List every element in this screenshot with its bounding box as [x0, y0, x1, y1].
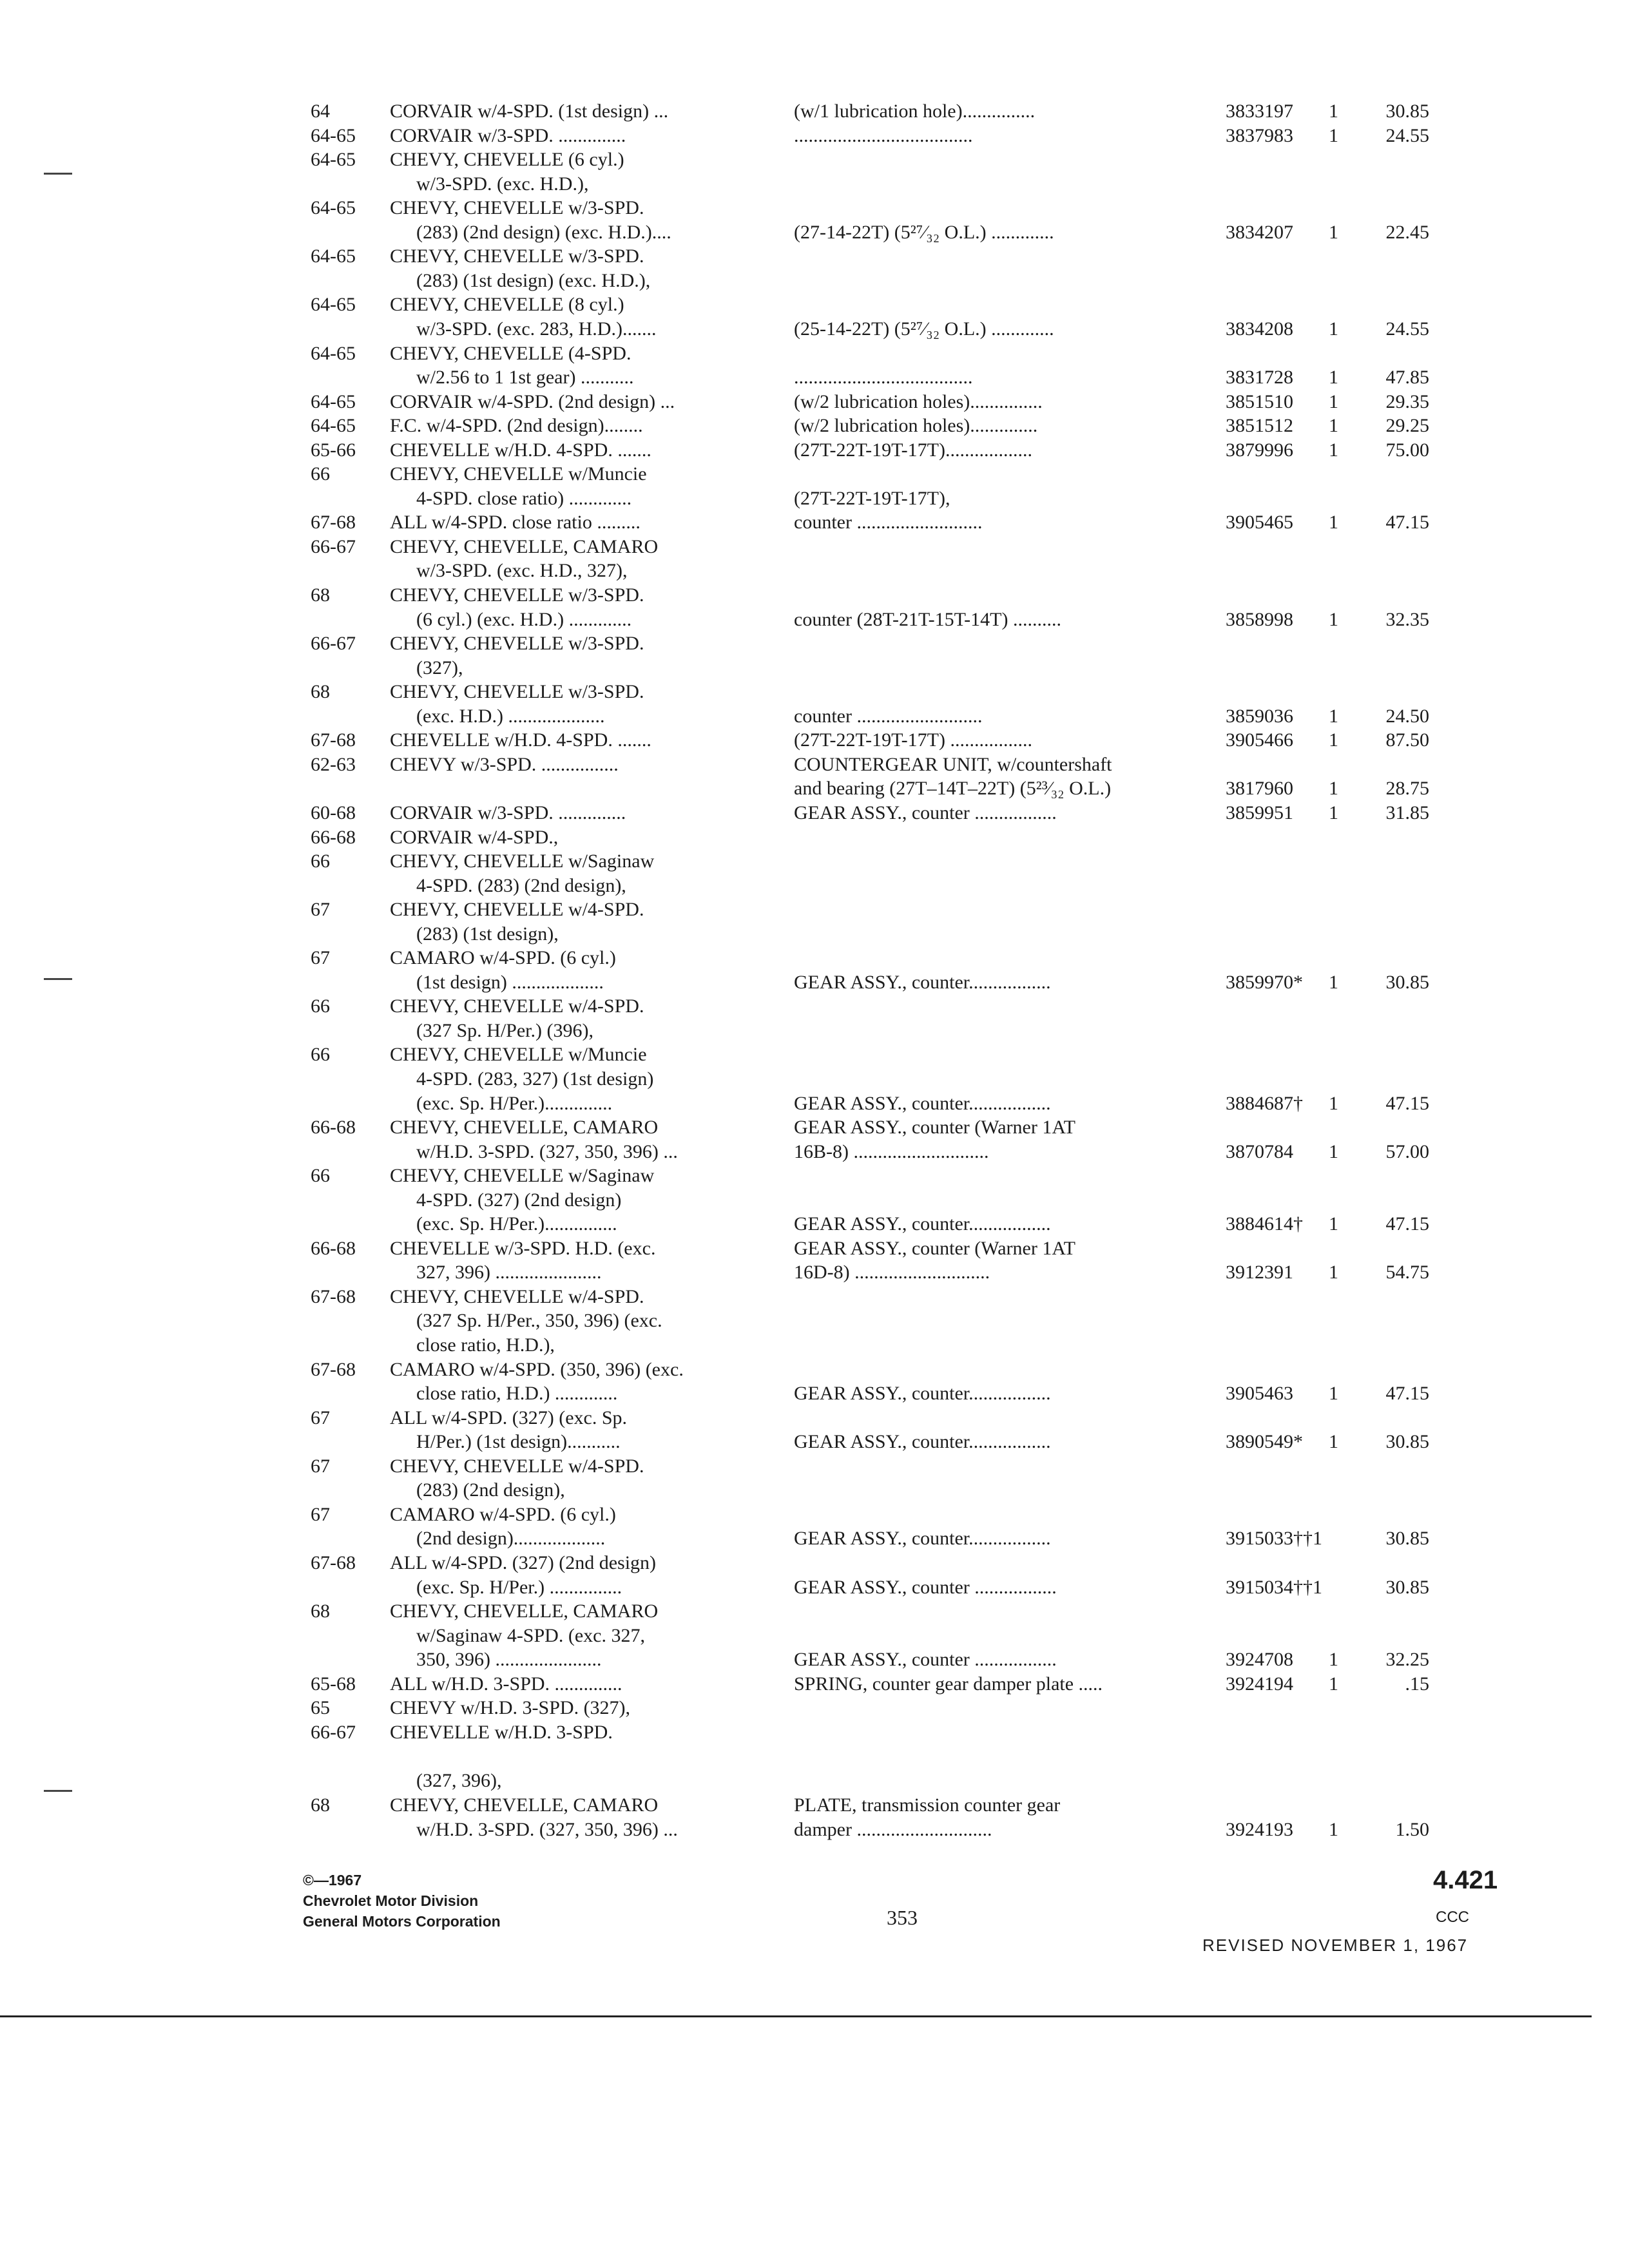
row-application: w/3-SPD. (exc. H.D., 327), — [416, 560, 628, 581]
catalog-line — [0, 704, 1629, 729]
row-part-number: 3905465 — [1226, 512, 1293, 533]
row-part-name: ..................................... — [794, 125, 973, 146]
row-part-number: 3817960 — [1226, 778, 1293, 799]
catalog-line — [0, 1793, 1629, 1818]
row-part-number: 3884687† — [1226, 1093, 1303, 1114]
row-application: CAMARO w/4-SPD. (6 cyl.) — [390, 1504, 616, 1525]
catalog-line — [0, 1769, 1629, 1793]
row-part-number: 3915033††1 — [1226, 1528, 1322, 1549]
row-price: 1.50 — [1395, 1819, 1429, 1840]
row-price: 54.75 — [1385, 1262, 1429, 1283]
catalog-line — [0, 1575, 1629, 1600]
row-year: 68 — [311, 1794, 330, 1816]
margin-mark — [44, 1790, 72, 1792]
catalog-line — [0, 1067, 1629, 1091]
catalog-line — [0, 1624, 1629, 1648]
row-quantity: 1 — [1329, 367, 1338, 388]
catalog-line — [0, 99, 1629, 124]
row-year: 64-65 — [311, 343, 356, 364]
row-year: 66 — [311, 1165, 330, 1186]
row-part-name: counter .......................... — [794, 512, 983, 533]
division-name: Chevrolet Motor Division — [303, 1892, 479, 1909]
row-price: 30.85 — [1385, 1528, 1429, 1549]
row-year: 66-68 — [311, 1117, 356, 1138]
row-application: (283) (2nd design) (exc. H.D.).... — [416, 222, 671, 243]
margin-mark — [44, 978, 72, 980]
row-application: CHEVY, CHEVELLE w/4-SPD. — [390, 1456, 644, 1477]
corporation-name: General Motors Corporation — [303, 1913, 501, 1930]
catalog-line — [0, 1212, 1629, 1236]
row-application: CHEVY, CHEVELLE w/3-SPD. — [390, 245, 644, 267]
row-price: 30.85 — [1385, 1431, 1429, 1452]
row-application: w/Saginaw 4-SPD. (exc. 327, — [416, 1625, 645, 1646]
catalog-line — [0, 1019, 1629, 1043]
row-year: 67-68 — [311, 1286, 356, 1307]
row-application: CAMARO w/4-SPD. (6 cyl.) — [390, 947, 616, 968]
row-application: CHEVY, CHEVELLE, CAMARO — [390, 536, 659, 557]
row-year: 67 — [311, 1504, 330, 1525]
catalog-line — [0, 656, 1629, 680]
row-year: 64-65 — [311, 125, 356, 146]
catalog-line — [0, 1188, 1629, 1213]
row-part-number: 3879996 — [1226, 439, 1293, 461]
row-application: (327, 396), — [416, 1770, 502, 1791]
row-year: 67 — [311, 899, 330, 920]
row-part-name: and bearing (27T–14T–22T) (5²³⁄₃₂ O.L.) — [794, 778, 1112, 799]
row-part-name: GEAR ASSY., counter................. — [794, 972, 1051, 993]
catalog-line — [0, 1381, 1629, 1406]
catalog-line — [0, 293, 1629, 317]
row-application: (exc. Sp. H/Per.).............. — [416, 1093, 613, 1114]
row-application: CORVAIR w/4-SPD. (1st design) ... — [390, 101, 669, 122]
row-application: w/H.D. 3-SPD. (327, 350, 396) ... — [416, 1141, 678, 1162]
row-part-name: (w/2 lubrication holes)............... — [794, 391, 1043, 412]
row-application: (exc. Sp. H/Per.)............... — [416, 1213, 617, 1235]
row-quantity: 1 — [1329, 439, 1338, 461]
row-part-name: counter (28T-21T-15T-14T) .......... — [794, 609, 1061, 630]
row-year: 64-65 — [311, 294, 356, 315]
catalog-line — [0, 148, 1629, 172]
row-part-name: GEAR ASSY., counter................. — [794, 1093, 1051, 1114]
row-part-name: GEAR ASSY., counter ................. — [794, 1577, 1057, 1598]
row-quantity: 1 — [1329, 609, 1338, 630]
row-quantity: 1 — [1329, 391, 1338, 412]
row-year: 66 — [311, 1044, 330, 1065]
row-application: CORVAIR w/4-SPD. (2nd design) ... — [390, 391, 675, 412]
catalog-line — [0, 1333, 1629, 1358]
row-part-number: 3870784 — [1226, 1141, 1293, 1162]
row-price: 30.85 — [1385, 101, 1429, 122]
row-part-name: damper ............................ — [794, 1819, 992, 1840]
row-part-name: 16B-8) ............................ — [794, 1141, 989, 1162]
catalog-line — [0, 1551, 1629, 1575]
row-year: 64-65 — [311, 197, 356, 218]
row-year: 67-68 — [311, 512, 356, 533]
row-price: .15 — [1405, 1673, 1429, 1695]
row-year: 66-67 — [311, 1722, 356, 1743]
catalog-line — [0, 849, 1629, 874]
row-application: 350, 396) ...................... — [416, 1649, 602, 1670]
catalog-line — [0, 414, 1629, 438]
catalog-line — [0, 559, 1629, 583]
row-year: 64 — [311, 101, 330, 122]
row-application: CORVAIR w/4-SPD., — [390, 827, 559, 848]
row-application: CHEVY, CHEVELLE w/Saginaw — [390, 1165, 655, 1186]
row-application: (283) (1st design) (exc. H.D.), — [416, 270, 651, 291]
page-number: 353 — [887, 1906, 918, 1929]
row-quantity: 1 — [1329, 1649, 1338, 1670]
row-quantity: 1 — [1329, 512, 1338, 533]
row-application: (exc. H.D.) .................... — [416, 706, 605, 727]
row-part-number: 3837983 — [1226, 125, 1293, 146]
row-application: CHEVY w/3-SPD. ................ — [390, 754, 619, 775]
row-year: 64-65 — [311, 415, 356, 436]
row-year: 67 — [311, 1407, 330, 1428]
row-part-number: 3905463 — [1226, 1383, 1293, 1404]
catalog-line — [0, 124, 1629, 148]
row-application: CHEVY, CHEVELLE w/3-SPD. — [390, 633, 644, 654]
catalog-line — [0, 1358, 1629, 1382]
catalog-line — [0, 1672, 1629, 1696]
row-application: 4-SPD. (283) (2nd design), — [416, 875, 626, 896]
row-year: 66 — [311, 850, 330, 872]
row-year: 67-68 — [311, 1552, 356, 1573]
row-year: 67-68 — [311, 1359, 356, 1380]
catalog-line — [0, 898, 1629, 922]
row-part-number: 3851510 — [1226, 391, 1293, 412]
row-application: CHEVY, CHEVELLE w/4-SPD. — [390, 899, 644, 920]
row-price: 47.15 — [1385, 1383, 1429, 1404]
row-application: close ratio, H.D.), — [416, 1334, 555, 1356]
row-price: 30.85 — [1385, 1577, 1429, 1598]
catalog-line — [0, 1696, 1629, 1720]
row-application: CORVAIR w/3-SPD. .............. — [390, 802, 626, 823]
row-price: 22.45 — [1385, 222, 1429, 243]
row-application: close ratio, H.D.) ............. — [416, 1383, 618, 1404]
row-part-name: (27-14-22T) (5²⁷⁄₃₂ O.L.) ............. — [794, 222, 1054, 243]
row-part-number: 3924194 — [1226, 1673, 1293, 1695]
row-part-name: (25-14-22T) (5²⁷⁄₃₂ O.L.) ............. — [794, 318, 1054, 340]
row-year: 68 — [311, 584, 330, 606]
row-price: 32.25 — [1385, 1649, 1429, 1670]
catalog-line — [0, 1478, 1629, 1503]
row-application: CHEVY, CHEVELLE (4-SPD. — [390, 343, 631, 364]
catalog-line — [0, 680, 1629, 704]
row-part-name: 16D-8) ............................ — [794, 1262, 990, 1283]
row-part-number: 3859036 — [1226, 706, 1293, 727]
catalog-line — [0, 341, 1629, 366]
row-part-number: 3915034††1 — [1226, 1577, 1322, 1598]
row-year: 64-65 — [311, 245, 356, 267]
catalog-line — [0, 1236, 1629, 1261]
row-price: 24.55 — [1385, 125, 1429, 146]
row-part-name: GEAR ASSY., counter................. — [794, 1383, 1051, 1404]
row-application: (exc. Sp. H/Per.) ............... — [416, 1577, 622, 1598]
catalog-line — [0, 608, 1629, 632]
row-price: 47.85 — [1385, 367, 1429, 388]
row-part-name: GEAR ASSY., counter (Warner 1AT — [794, 1117, 1075, 1138]
row-part-number: 3884614† — [1226, 1213, 1303, 1235]
row-part-number: 3890549* — [1226, 1431, 1303, 1452]
catalog-line — [0, 994, 1629, 1019]
row-application: H/Per.) (1st design)........... — [416, 1431, 621, 1452]
row-quantity: 1 — [1329, 1093, 1338, 1114]
row-year: 66 — [311, 995, 330, 1017]
row-application: (327 Sp. H/Per.) (396), — [416, 1020, 593, 1041]
row-application: (327 Sp. H/Per., 350, 396) (exc. — [416, 1310, 662, 1331]
row-application: CHEVY, CHEVELLE w/3-SPD. — [390, 584, 644, 606]
row-quantity: 1 — [1329, 802, 1338, 823]
catalog-line — [0, 1648, 1629, 1672]
row-quantity: 1 — [1329, 1262, 1338, 1283]
catalog-line — [0, 1599, 1629, 1624]
row-year: 68 — [311, 1600, 330, 1622]
row-year: 60-68 — [311, 802, 356, 823]
catalog-line — [0, 438, 1629, 463]
row-application: w/2.56 to 1 1st gear) ........... — [416, 367, 634, 388]
row-application: CHEVELLE w/H.D. 4-SPD. ....... — [390, 729, 651, 751]
row-application: CHEVY, CHEVELLE, CAMARO — [390, 1117, 659, 1138]
catalog-line — [0, 946, 1629, 970]
catalog-line — [0, 1503, 1629, 1527]
row-part-name: GEAR ASSY., counter................. — [794, 1528, 1051, 1549]
catalog-line — [0, 1454, 1629, 1479]
row-application: CHEVY w/H.D. 3-SPD. (327), — [390, 1697, 631, 1718]
row-application: CHEVY, CHEVELLE w/Saginaw — [390, 850, 655, 872]
row-year: 65-68 — [311, 1673, 356, 1695]
row-price: 47.15 — [1385, 512, 1429, 533]
catalog-line — [0, 510, 1629, 535]
row-year: 64-65 — [311, 149, 356, 170]
row-application: CAMARO w/4-SPD. (350, 396) (exc. — [390, 1359, 684, 1380]
row-application: CHEVY, CHEVELLE w/3-SPD. — [390, 197, 644, 218]
row-application: CORVAIR w/3-SPD. .............. — [390, 125, 626, 146]
catalog-line — [0, 1164, 1629, 1188]
row-price: 31.85 — [1385, 802, 1429, 823]
revision-date: REVISED NOVEMBER 1, 1967 — [1202, 1936, 1469, 1955]
row-price: 30.85 — [1385, 972, 1429, 993]
section-code: CCC — [1436, 1908, 1469, 1926]
row-application: CHEVY, CHEVELLE, CAMARO — [390, 1600, 659, 1622]
row-price: 24.55 — [1385, 318, 1429, 340]
catalog-line — [0, 1526, 1629, 1551]
row-price: 47.15 — [1385, 1093, 1429, 1114]
catalog-line — [0, 1140, 1629, 1164]
row-quantity: 1 — [1329, 1141, 1338, 1162]
row-application: w/3-SPD. (exc. H.D.), — [416, 173, 589, 195]
catalog-line — [0, 269, 1629, 293]
catalog-line — [0, 631, 1629, 656]
row-year: 65 — [311, 1697, 330, 1718]
catalog-line — [0, 922, 1629, 947]
catalog-line — [0, 220, 1629, 245]
row-application: (283) (2nd design), — [416, 1479, 565, 1501]
row-price: 57.00 — [1385, 1141, 1429, 1162]
catalog-line — [0, 825, 1629, 850]
row-part-number: 3851512 — [1226, 415, 1293, 436]
row-part-name: counter .......................... — [794, 706, 983, 727]
row-quantity: 1 — [1329, 1673, 1338, 1695]
catalog-line — [0, 970, 1629, 995]
row-quantity: 1 — [1329, 1431, 1338, 1452]
catalog-line — [0, 317, 1629, 341]
catalog-line — [0, 753, 1629, 777]
row-quantity: 1 — [1329, 125, 1338, 146]
row-part-name: (27T-22T-19T-17T).................. — [794, 439, 1032, 461]
row-quantity: 1 — [1329, 1383, 1338, 1404]
row-quantity: 1 — [1329, 1819, 1338, 1840]
row-application: w/H.D. 3-SPD. (327, 350, 396) ... — [416, 1819, 678, 1840]
row-quantity: 1 — [1329, 706, 1338, 727]
catalog-line — [0, 365, 1629, 390]
row-part-number: 3834208 — [1226, 318, 1293, 340]
row-part-number: 3858998 — [1226, 609, 1293, 630]
row-application: (6 cyl.) (exc. H.D.) ............. — [416, 609, 632, 630]
row-application: CHEVY, CHEVELLE w/Muncie — [390, 1044, 647, 1065]
row-application: CHEVY, CHEVELLE (6 cyl.) — [390, 149, 624, 170]
catalog-line — [0, 1406, 1629, 1430]
catalog-line — [0, 1115, 1629, 1140]
margin-mark — [44, 173, 72, 175]
row-part-number: 3924193 — [1226, 1819, 1293, 1840]
catalog-line — [0, 1430, 1629, 1454]
row-application: ALL w/4-SPD. (327) (exc. Sp. — [390, 1407, 628, 1428]
row-part-number: 3833197 — [1226, 101, 1293, 122]
catalog-line — [0, 583, 1629, 608]
row-part-number: 3831728 — [1226, 367, 1293, 388]
row-year: 66-67 — [311, 536, 356, 557]
row-quantity: 1 — [1329, 222, 1338, 243]
row-application: CHEVY, CHEVELLE (8 cyl.) — [390, 294, 624, 315]
row-part-number: 3905466 — [1226, 729, 1293, 751]
catalog-line — [0, 1091, 1629, 1116]
catalog-line — [0, 801, 1629, 825]
catalog-line — [0, 728, 1629, 753]
copyright: ©—1967 — [303, 1872, 362, 1888]
row-year: 66-68 — [311, 1238, 356, 1259]
row-price: 87.50 — [1385, 729, 1429, 751]
row-application: CHEVY, CHEVELLE, CAMARO — [390, 1794, 659, 1816]
catalog-line — [0, 1260, 1629, 1285]
row-price: 29.25 — [1385, 415, 1429, 436]
catalog-line — [0, 390, 1629, 414]
catalog-line — [0, 1285, 1629, 1309]
row-application: CHEVY, CHEVELLE w/Muncie — [390, 463, 647, 485]
catalog-line — [0, 244, 1629, 269]
row-application: (327), — [416, 657, 463, 678]
row-year: 66 — [311, 463, 330, 485]
row-part-name: (27T-22T-19T-17T) ................. — [794, 729, 1032, 751]
row-application: ALL w/H.D. 3-SPD. .............. — [390, 1673, 622, 1695]
row-part-name: GEAR ASSY., counter................. — [794, 1213, 1051, 1235]
section-number: 4.421 — [1433, 1866, 1498, 1894]
row-application: (283) (1st design), — [416, 923, 559, 945]
row-quantity: 1 — [1329, 729, 1338, 751]
catalog-line — [0, 1720, 1629, 1745]
row-price: 47.15 — [1385, 1213, 1429, 1235]
row-application: CHEVELLE w/H.D. 3-SPD. — [390, 1722, 613, 1743]
row-application: CHEVY, CHEVELLE w/4-SPD. — [390, 995, 644, 1017]
catalog-line — [0, 874, 1629, 898]
catalog-line — [0, 172, 1629, 197]
row-year: 67-68 — [311, 729, 356, 751]
catalog-line — [0, 776, 1629, 801]
row-price: 75.00 — [1385, 439, 1429, 461]
row-part-name: COUNTERGEAR UNIT, w/countershaft — [794, 754, 1112, 775]
row-application: 4-SPD. close ratio) ............. — [416, 488, 632, 509]
row-application: 4-SPD. (327) (2nd design) — [416, 1189, 622, 1211]
bottom-rule — [0, 2015, 1592, 2017]
row-year: 66-68 — [311, 827, 356, 848]
row-application: (2nd design)................... — [416, 1528, 606, 1549]
row-year: 66-67 — [311, 633, 356, 654]
row-part-name: (w/1 lubrication hole)............... — [794, 101, 1036, 122]
row-application: CHEVELLE w/H.D. 4-SPD. ....... — [390, 439, 651, 461]
row-year: 67 — [311, 1456, 330, 1477]
row-part-number: 3834207 — [1226, 222, 1293, 243]
row-application: 4-SPD. (283, 327) (1st design) — [416, 1068, 654, 1090]
row-price: 24.50 — [1385, 706, 1429, 727]
catalog-line — [0, 486, 1629, 511]
catalog-line — [0, 535, 1629, 559]
row-application: w/3-SPD. (exc. 283, H.D.)....... — [416, 318, 657, 340]
row-part-number: 3912391 — [1226, 1262, 1293, 1283]
row-quantity: 1 — [1329, 318, 1338, 340]
catalog-line — [0, 1309, 1629, 1333]
row-quantity: 1 — [1329, 778, 1338, 799]
row-year: 67 — [311, 947, 330, 968]
row-price: 32.35 — [1385, 609, 1429, 630]
row-part-name: GEAR ASSY., counter................. — [794, 1431, 1051, 1452]
row-part-number: 3924708 — [1226, 1649, 1293, 1670]
row-quantity: 1 — [1329, 415, 1338, 436]
row-part-name: PLATE, transmission counter gear — [794, 1794, 1061, 1816]
row-part-number: 3859970* — [1226, 972, 1303, 993]
row-part-name: GEAR ASSY., counter ................. — [794, 1649, 1057, 1670]
row-application: CHEVELLE w/3-SPD. H.D. (exc. — [390, 1238, 656, 1259]
row-year: 64-65 — [311, 391, 356, 412]
row-quantity: 1 — [1329, 101, 1338, 122]
row-application: CHEVY, CHEVELLE w/3-SPD. — [390, 681, 644, 702]
catalog-line — [0, 1043, 1629, 1067]
row-year: 65-66 — [311, 439, 356, 461]
row-application: (1st design) ................... — [416, 972, 604, 993]
row-application: F.C. w/4-SPD. (2nd design)........ — [390, 415, 643, 436]
row-application: ALL w/4-SPD. (327) (2nd design) — [390, 1552, 657, 1573]
publisher-block — [303, 1870, 501, 1932]
row-part-name: ..................................... — [794, 367, 973, 388]
row-part-name: (27T-22T-19T-17T), — [794, 488, 950, 509]
row-application: 327, 396) ...................... — [416, 1262, 602, 1283]
row-part-name: SPRING, counter gear damper plate ..... — [794, 1673, 1103, 1695]
catalog-line — [0, 196, 1629, 220]
row-quantity: 1 — [1329, 972, 1338, 993]
row-year: 68 — [311, 681, 330, 702]
row-part-name: GEAR ASSY., counter ................. — [794, 802, 1057, 823]
row-part-name: (w/2 lubrication holes).............. — [794, 415, 1038, 436]
row-price: 29.35 — [1385, 391, 1429, 412]
row-year: 62-63 — [311, 754, 356, 775]
row-application: CHEVY, CHEVELLE w/4-SPD. — [390, 1286, 644, 1307]
row-application: ALL w/4-SPD. close ratio ......... — [390, 512, 641, 533]
catalog-line — [0, 462, 1629, 486]
row-part-number: 3859951 — [1226, 802, 1293, 823]
row-quantity: 1 — [1329, 1213, 1338, 1235]
catalog-line — [0, 1818, 1629, 1842]
row-part-name: GEAR ASSY., counter (Warner 1AT — [794, 1238, 1075, 1259]
row-price: 28.75 — [1385, 778, 1429, 799]
